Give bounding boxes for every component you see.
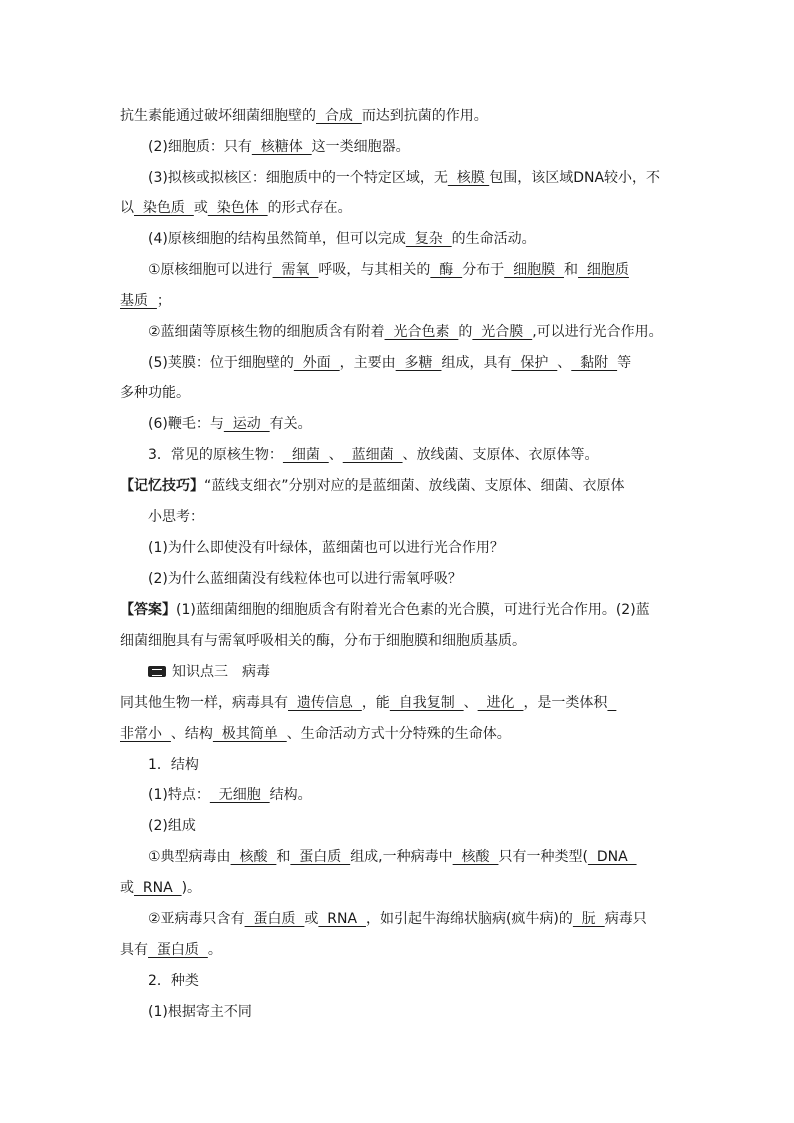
text-line — [148, 353, 680, 373]
text-segment: (2)为什么蓝细菌没有线粒体也可以进行需氧呼吸？ — [148, 571, 462, 587]
text-line — [148, 847, 680, 867]
text-segment: 同其他生物一样，病毒具有 — [120, 695, 288, 711]
text-line — [120, 291, 680, 311]
text-segment: ，是一类体积 — [523, 695, 608, 711]
answer-blank: 自我复制 — [389, 695, 464, 711]
answer-blank: 遗传信息 — [288, 695, 362, 711]
answer-blank: 黏附 — [571, 355, 618, 371]
text-segment: (5)荚膜：位于细胞壁的 — [148, 355, 294, 371]
text-segment: 组成,一种病毒中 — [350, 849, 453, 865]
text-segment: ，主要由 — [339, 355, 396, 371]
answer-blank: 蛋白质 — [148, 942, 208, 958]
answer-blank: 外面 — [293, 355, 340, 371]
text-segment: 或 — [120, 880, 134, 896]
answer-blank: 非常小 — [120, 726, 171, 742]
text-line — [148, 260, 680, 280]
text-line — [148, 322, 680, 342]
answer-blank: 保护 — [511, 355, 558, 371]
text-line — [148, 507, 680, 527]
text-line — [148, 785, 680, 805]
text-segment: 抗生素能通过破坏细菌细胞壁的 — [120, 108, 316, 124]
text-segment: (1)蓝细菌细胞的细胞质含有附着光合色素的光合膜，可进行光合作用。(2)蓝 — [176, 602, 650, 618]
answer-blank: DNA — [587, 849, 637, 865]
text-segment: )。 — [181, 880, 202, 896]
text-line — [148, 662, 680, 682]
text-segment: 、 — [328, 447, 343, 463]
answer-blank: RNA — [134, 880, 182, 896]
text-segment: ，如引起牛海绵状脑病(疯牛病)的 — [365, 911, 573, 927]
text-segment: 有关。 — [269, 416, 312, 432]
text-line — [120, 878, 680, 898]
answer-blank: 核膜 — [447, 170, 490, 186]
text-line — [120, 693, 680, 713]
text-segment: 知识点三 病毒 — [172, 664, 270, 680]
text-segment: 和 — [564, 262, 578, 278]
text-segment: 这一类细胞器。 — [311, 139, 410, 155]
text-segment: ，能 — [361, 695, 390, 711]
text-segment: 的生命活动。 — [451, 231, 536, 247]
text-line — [120, 600, 680, 620]
answer-blank: 进化 — [477, 695, 524, 711]
text-segment: 1．结构 — [148, 757, 199, 773]
text-segment: 和 — [276, 849, 291, 865]
text-line — [148, 137, 680, 157]
text-line — [120, 940, 680, 960]
text-segment: 等 — [617, 355, 632, 371]
text-segment: 组成，具有 — [441, 355, 512, 371]
answer-blank: 极其简单 — [212, 726, 287, 742]
text-segment: “蓝线支细衣”分别对应的是蓝细菌、放线菌、支原体、细菌、衣原体 — [204, 478, 625, 494]
answer-blank: 复杂 — [405, 231, 452, 247]
text-line — [148, 414, 680, 434]
answer-blank: RNA — [318, 911, 366, 927]
text-segment: 细菌细胞具有与需氧呼吸相关的酶，分布于细胞膜和细胞质基质。 — [120, 633, 526, 649]
text-segment: 、 — [463, 695, 478, 711]
text-segment: ①典型病毒由 — [148, 849, 231, 865]
text-segment: 结构。 — [269, 787, 312, 803]
answer-blank: 蓝细菌 — [342, 447, 403, 463]
knowledge-point-icon — [148, 666, 166, 677]
answer-blank: 朊 — [572, 911, 605, 927]
answer-blank: 染色体 — [207, 200, 268, 216]
answer-blank: 多糖 — [395, 355, 442, 371]
text-segment: (4)原核细胞的结构虽然简单，但可以完成 — [148, 231, 406, 247]
bold-label: 【记忆技巧】 — [120, 478, 204, 494]
text-segment: ②蓝细菌等原核生物的细胞质含有附着 — [148, 324, 385, 340]
text-line — [148, 1002, 680, 1022]
text-line — [148, 909, 680, 929]
text-segment: (1)特点： — [148, 787, 210, 803]
text-segment: ； — [156, 293, 171, 309]
text-segment: 、 — [557, 355, 572, 371]
answer-blank: 蛋白质 — [290, 849, 351, 865]
text-segment: 、放线菌、支原体、衣原体等。 — [402, 447, 599, 463]
answer-blank: 酶 — [430, 262, 463, 278]
answer-blank: 细胞膜 — [504, 262, 564, 278]
answer-blank: 无细胞 — [209, 787, 270, 803]
answer-blank: 运动 — [223, 416, 270, 432]
text-segment: (1)为什么即使没有叶绿体，蓝细菌也可以进行光合作用？ — [148, 540, 504, 556]
text-segment: 病毒只 — [604, 911, 647, 927]
answer-blank: 需氧 — [272, 262, 319, 278]
answer-blank: 核酸 — [230, 849, 277, 865]
text-line — [148, 168, 680, 188]
answer-blank: 合成 — [316, 108, 362, 124]
answer-blank: 基质 — [120, 293, 157, 309]
text-segment: 3．常见的原核生物： — [148, 447, 283, 463]
text-segment: (3)拟核或拟核区：细胞质中的一个特定区域，无 — [148, 170, 448, 186]
bold-label: 【答案】 — [120, 602, 176, 618]
text-line — [148, 755, 680, 775]
text-segment: 小思考： — [148, 509, 204, 525]
text-segment: 呼吸，与其相关的 — [318, 262, 431, 278]
text-line — [148, 569, 680, 589]
text-segment: 具有 — [120, 942, 148, 958]
text-line — [148, 538, 680, 558]
text-segment: 而达到抗菌的作用。 — [361, 108, 488, 124]
answer-blank: 细胞质 — [578, 262, 629, 278]
text-segment: 只有一种类型( — [498, 849, 588, 865]
text-line — [148, 229, 680, 249]
answer-blank: 细菌 — [282, 447, 329, 463]
text-segment: 多种功能。 — [120, 385, 190, 401]
text-segment: 或 — [304, 911, 319, 927]
text-line — [120, 724, 680, 744]
text-segment: 或 — [193, 200, 208, 216]
answer-blank — [607, 695, 616, 711]
text-segment: 分布于 — [462, 262, 505, 278]
text-line — [148, 816, 680, 836]
text-segment: 。 — [207, 942, 222, 958]
answer-blank: 蛋白质 — [244, 911, 305, 927]
text-segment: (6)鞭毛：与 — [148, 416, 224, 432]
text-segment: 2．种类 — [148, 973, 199, 989]
text-line — [148, 445, 680, 465]
text-segment: 、结构 — [170, 726, 213, 742]
text-line — [120, 106, 680, 126]
text-segment: 以 — [120, 200, 134, 216]
text-line — [120, 198, 680, 218]
text-segment: ②亚病毒只含有 — [148, 911, 245, 927]
text-line — [120, 631, 680, 651]
text-line — [120, 383, 680, 403]
text-segment: 包围，该区域DNA较小，不 — [489, 170, 661, 186]
text-segment: 的 — [458, 324, 473, 340]
text-segment: 、生命活动方式十分特殊的生命体。 — [286, 726, 511, 742]
text-segment: (2)组成 — [148, 818, 196, 834]
answer-blank: 核酸 — [452, 849, 499, 865]
text-line — [120, 476, 680, 496]
text-segment: ①原核细胞可以进行 — [148, 262, 273, 278]
answer-blank: 光合色素 — [384, 324, 459, 340]
text-segment: ,可以进行光合作用。 — [532, 324, 663, 340]
text-line — [148, 971, 680, 991]
text-segment: (1)根据寄主不同 — [148, 1004, 252, 1020]
text-segment: 的形式存在。 — [267, 200, 352, 216]
text-segment: (2)细胞质：只有 — [148, 139, 252, 155]
answer-blank: 光合膜 — [472, 324, 533, 340]
answer-blank: 染色质 — [134, 200, 194, 216]
answer-blank: 核糖体 — [251, 139, 312, 155]
